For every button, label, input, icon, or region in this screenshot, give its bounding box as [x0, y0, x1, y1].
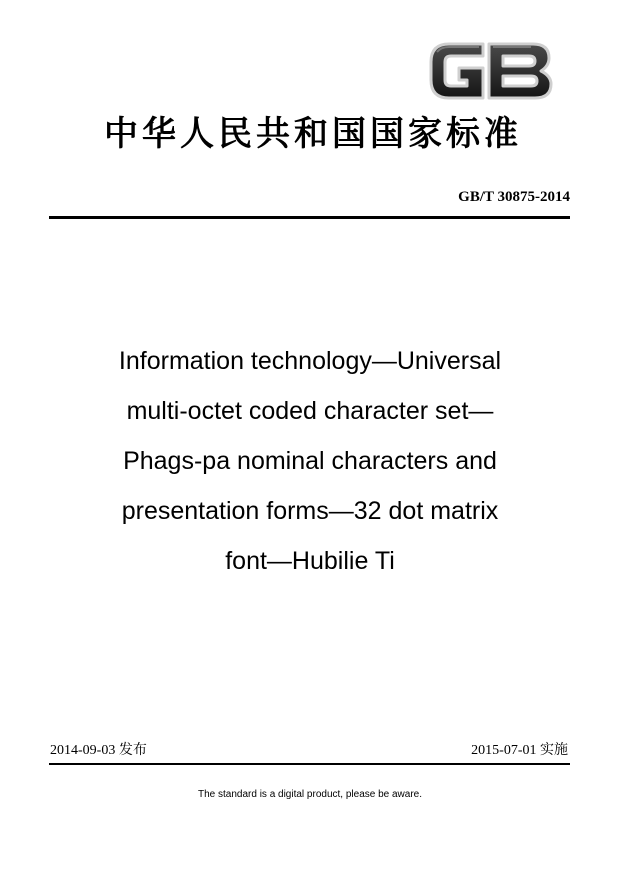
title-line: Information technology—Universal	[118, 347, 502, 375]
title-line: presentation forms—32 dot matrix	[121, 497, 499, 525]
title-line: multi-octet coded character set—	[126, 397, 494, 425]
standard-number: GB/T 30875-2014	[458, 189, 570, 205]
top-divider	[49, 216, 570, 219]
org-title: 中华人民共和国国家标准	[104, 114, 522, 154]
title-line: Phags-pa nominal characters and	[123, 447, 497, 475]
digital-product-notice: The standard is a digital product, please be aware.	[197, 789, 423, 800]
bottom-divider	[49, 763, 570, 765]
title-line: font—Hubilie Ti	[225, 547, 395, 575]
implementation-date: 2015-07-01 实施	[471, 743, 568, 758]
document-title	[40, 336, 580, 586]
gb-logo	[427, 38, 555, 104]
issue-date: 2014-09-03 发布	[50, 743, 147, 758]
